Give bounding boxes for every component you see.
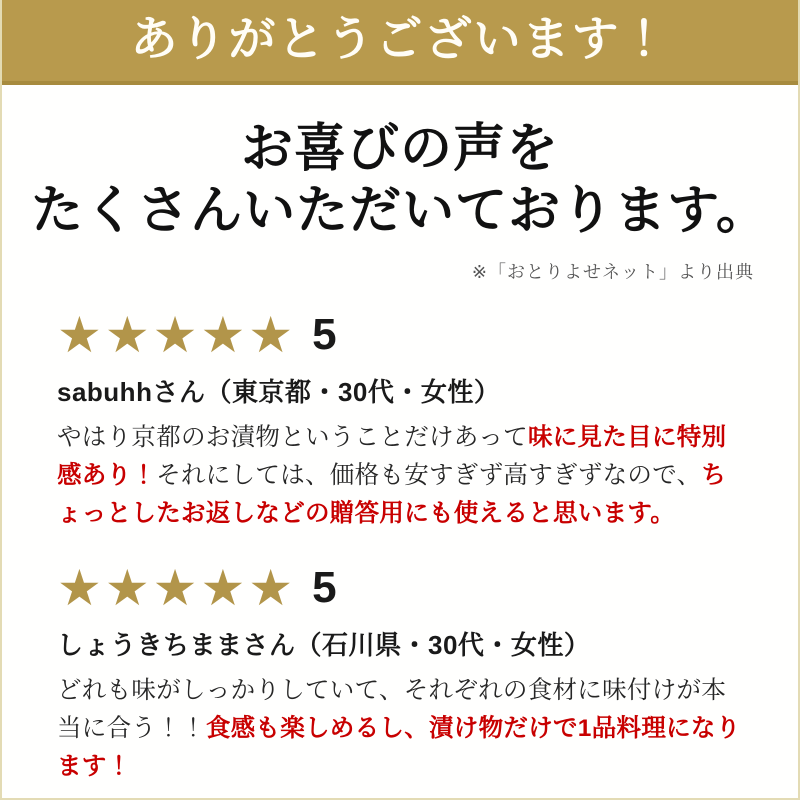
page-title-line2: たくさんいただいております。 [31,183,769,241]
source-attribution-note: ※「おとりよせネット」より出典 [471,261,754,282]
thank-you-banner [0,0,800,85]
rating-score: 5 [312,562,337,612]
review-list [2,305,798,786]
review-body [57,672,746,786]
review-plain-text: やはり京都のお漬物ということだけあって [57,423,528,451]
reviewer-name: しょうきちままさん（石川県・30代・女性） [57,629,591,660]
page-title-line1: お喜びの声を [240,121,559,178]
page-title [2,119,798,244]
review-highlight-text: 食感も楽しめるし、漬け物だけで1品料理になります！ [57,714,741,780]
rating-row [57,558,746,617]
thank-you-banner-text: ありがとうございます！ [130,14,670,66]
review-item-2 [57,558,746,786]
star-rating-icons: ★★★★★ [57,305,297,364]
reviewer-name: sabuhhさん（東京都・30代・女性） [57,376,501,407]
review-item-1 [57,305,746,533]
rating-score: 5 [312,309,337,359]
review-highlight-text: 味に見た目に特別感あり！ [57,423,727,489]
star-rating-icons: ★★★★★ [57,558,297,617]
rating-row [57,305,746,364]
review-body [57,419,746,533]
review-plain-text: どれも味がしっかりしていて、それぞれの食材に味付けが本当に合う！！ [57,676,727,742]
review-highlight-text: ちょっとしたお返しなどの贈答用にも使えると思います。 [57,461,727,527]
review-plain-text: それにしては、価格も安すぎず高すぎずなので、 [156,461,702,489]
